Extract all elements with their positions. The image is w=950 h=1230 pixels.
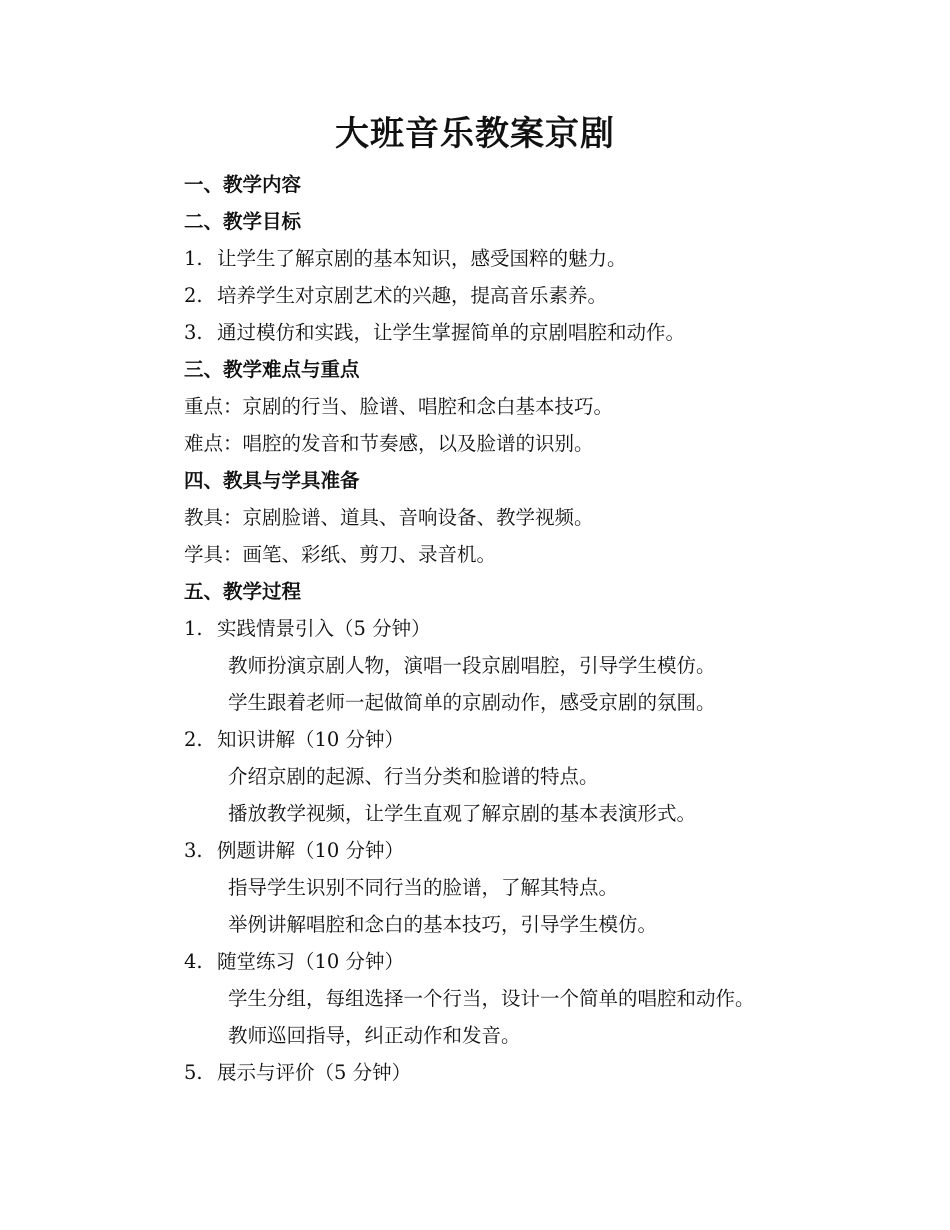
step-number: 2.	[184, 728, 203, 751]
section-heading-materials: 四、教具与学具准备	[184, 469, 360, 492]
process-step	[184, 1054, 884, 1091]
goal-text: 让学生了解京剧的基本知识，感受国粹的魅力。	[217, 247, 627, 270]
section-heading-process: 五、教学过程	[184, 580, 302, 603]
step-number: 4.	[184, 950, 203, 973]
step-detail: 举例讲解唱腔和念白的基本技巧，引导学生模仿。	[228, 913, 658, 936]
student-tools-text: 学具：画笔、彩纸、剪刀、录音机。	[184, 543, 497, 566]
step-number: 5.	[184, 1061, 203, 1084]
goal-item	[184, 314, 884, 351]
step-title: 实践情景引入（5 分钟）	[217, 617, 431, 640]
section-heading-key-points: 三、教学难点与重点	[184, 358, 360, 381]
process-step	[184, 610, 884, 647]
goal-number: 1.	[184, 247, 203, 270]
step-title: 随堂练习（10 分钟）	[217, 950, 405, 973]
step-title: 知识讲解（10 分钟）	[217, 728, 405, 751]
goal-item	[184, 277, 884, 314]
document-title: 大班音乐教案京剧	[335, 114, 615, 154]
step-detail: 播放教学视频，让学生直观了解京剧的基本表演形式。	[228, 802, 697, 825]
process-step	[184, 832, 884, 869]
goal-item	[184, 240, 884, 277]
step-detail: 教师扮演京剧人物，演唱一段京剧唱腔，引导学生模仿。	[228, 654, 716, 677]
goal-text: 培养学生对京剧艺术的兴趣，提高音乐素养。	[217, 284, 608, 307]
teacher-tools-text: 教具：京剧脸谱、道具、音响设备、教学视频。	[184, 506, 594, 529]
process-step	[184, 721, 884, 758]
goal-number: 2.	[184, 284, 203, 307]
document-body	[184, 166, 884, 1091]
step-number: 3.	[184, 839, 203, 862]
step-detail: 学生跟着老师一起做简单的京剧动作，感受京剧的氛围。	[228, 691, 716, 714]
key-point-text: 重点：京剧的行当、脸谱、唱腔和念白基本技巧。	[184, 395, 614, 418]
goal-number: 3.	[184, 321, 203, 344]
step-detail: 学生分组，每组选择一个行当，设计一个简单的唱腔和动作。	[228, 987, 755, 1010]
step-detail: 介绍京剧的起源、行当分类和脸谱的特点。	[228, 765, 599, 788]
process-step	[184, 943, 884, 980]
step-detail: 指导学生识别不同行当的脸谱，了解其特点。	[228, 876, 619, 899]
section-heading-content: 一、教学内容	[184, 173, 302, 196]
difficulty-text: 难点：唱腔的发音和节奏感，以及脸谱的识别。	[184, 432, 594, 455]
step-title: 展示与评价（5 分钟）	[217, 1061, 412, 1084]
goal-text: 通过模仿和实践，让学生掌握简单的京剧唱腔和动作。	[217, 321, 686, 344]
section-heading-goals: 二、教学目标	[184, 210, 302, 233]
step-detail: 教师巡回指导，纠正动作和发音。	[228, 1024, 521, 1047]
step-title: 例题讲解（10 分钟）	[217, 839, 405, 862]
step-number: 1.	[184, 617, 203, 640]
